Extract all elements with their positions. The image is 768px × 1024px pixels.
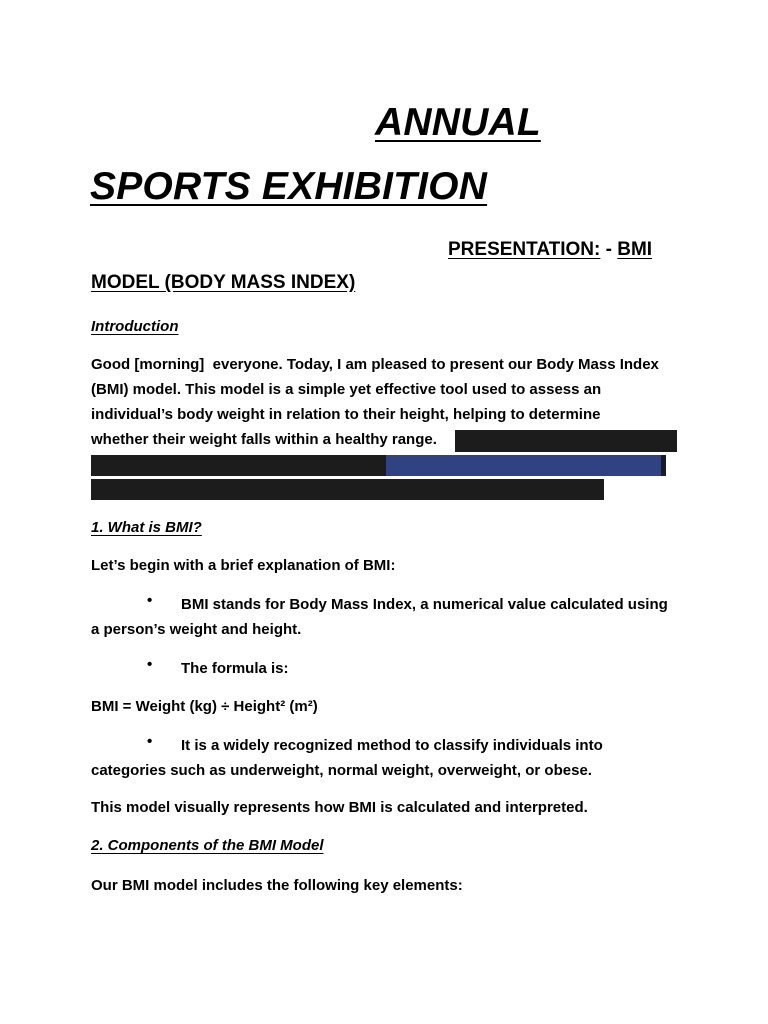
title-line-1: ANNUAL (375, 101, 541, 144)
bullet-icon: • (147, 733, 153, 750)
presentation-subtitle: MODEL (BODY MASS INDEX) (91, 272, 356, 293)
bullet-1-line-2: a person’s weight and height. (91, 621, 302, 638)
bullet-icon: • (147, 592, 153, 609)
presentation-heading (448, 239, 652, 261)
section-1-heading: 1. What is BMI? (91, 519, 202, 536)
bullet-2-text: The formula is: (181, 660, 289, 677)
presentation-label: PRESENTATION: (448, 239, 601, 260)
section-1-closing: This model visually represents how BMI is calculated and interpreted. (91, 799, 588, 816)
section-2-heading: 2. Components of the BMI Model (91, 837, 324, 854)
introduction-line-2: (BMI) model. This model is a simple yet effective tool used to assess an (91, 381, 602, 398)
introduction-line-3: individual’s body weight in relation to their height, helping to determine (91, 406, 601, 423)
bullet-3-line-1: It is a widely recognized method to classify individuals into (181, 737, 603, 754)
redaction-bar (455, 430, 677, 452)
presentation-topic: BMI (617, 239, 653, 260)
redaction-bar (91, 479, 604, 500)
section-2-lead: Our BMI model includes the following key elements: (91, 877, 463, 894)
introduction-heading: Introduction (91, 318, 179, 335)
introduction-line-1: Good [morning] everyone. Today, I am pleased to present our Body Mass Index (91, 356, 659, 373)
redaction-bar (661, 455, 666, 476)
bmi-formula: BMI = Weight (kg) ÷ Height² (m²) (91, 698, 318, 715)
bullet-3-line-2: categories such as underweight, normal weight, overweight, or obese. (91, 762, 592, 779)
redaction-bar (91, 455, 386, 476)
title-line-2: SPORTS EXHIBITION (90, 165, 488, 208)
section-1-lead: Let’s begin with a brief explanation of BMI: (91, 557, 396, 574)
bullet-1-line-1: BMI stands for Body Mass Index, a numerical value calculated using (181, 596, 668, 613)
introduction-line-4: whether their weight falls within a healthy range. (91, 431, 437, 448)
redaction-bar-highlighted (386, 455, 661, 476)
bullet-icon: • (147, 656, 153, 673)
presentation-separator: - (600, 239, 618, 260)
